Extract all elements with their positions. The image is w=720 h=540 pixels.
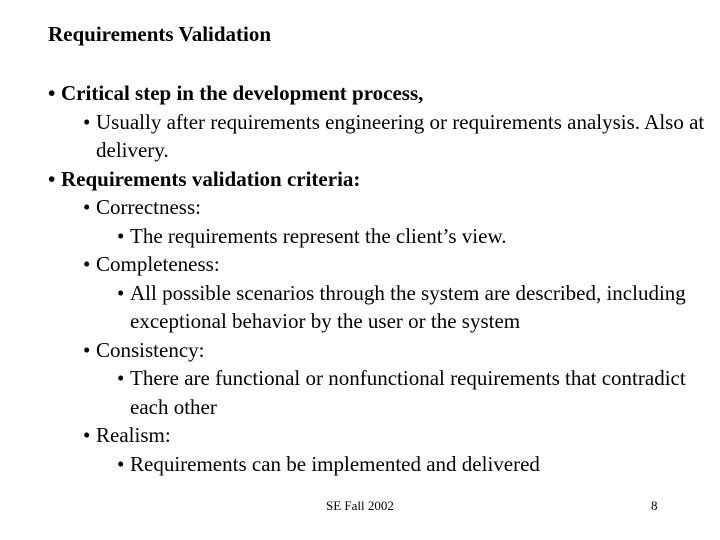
bullet-text: Realism: bbox=[96, 423, 171, 447]
bullet-list bbox=[48, 79, 708, 478]
bullet-icon: • bbox=[83, 337, 91, 362]
bullet-item bbox=[83, 421, 708, 450]
bullet-text: Usually after requirements engineering or requirements analysis. Also at delivery. bbox=[96, 109, 705, 162]
bullet-icon: • bbox=[48, 81, 56, 105]
bullet-text: Completeness: bbox=[96, 252, 220, 276]
bullet-icon: • bbox=[83, 423, 91, 447]
bullet-icon: • bbox=[117, 280, 125, 305]
bullet-item bbox=[117, 450, 708, 479]
bullet-text: Requirements can be implemented and delivered bbox=[130, 451, 540, 476]
bullet-item bbox=[117, 364, 708, 421]
bullet-icon: • bbox=[83, 252, 91, 276]
bullet-item bbox=[48, 165, 708, 194]
bullet-text: There are functional or nonfunctional requirements that contradict each other bbox=[130, 366, 686, 419]
slide-title: Requirements Validation bbox=[48, 22, 272, 46]
bullet-text: The requirements represent the client’s view. bbox=[130, 223, 507, 248]
bullet-item bbox=[117, 279, 708, 336]
bullet-icon: • bbox=[83, 195, 91, 219]
footer-course-label: SE Fall 2002 bbox=[326, 498, 394, 513]
bullet-item bbox=[83, 250, 708, 279]
bullet-icon: • bbox=[83, 109, 91, 134]
bullet-icon: • bbox=[48, 166, 56, 191]
bullet-item bbox=[83, 193, 708, 222]
bullet-text: All possible scenarios through the system are described, including exceptional behavior by the user or the system bbox=[130, 280, 686, 333]
bullet-icon: • bbox=[117, 223, 125, 248]
bullet-item bbox=[83, 336, 708, 365]
bullet-item bbox=[117, 222, 708, 251]
bullet-icon: • bbox=[117, 451, 125, 476]
bullet-text: Requirements validation criteria: bbox=[61, 166, 361, 191]
page-number: 8 bbox=[651, 498, 658, 513]
bullet-text: Correctness: bbox=[96, 195, 201, 219]
bullet-item bbox=[83, 108, 708, 165]
bullet-text: Critical step in the development process, bbox=[61, 81, 424, 105]
bullet-icon: • bbox=[117, 366, 125, 390]
bullet-item bbox=[48, 79, 708, 108]
bullet-text: Consistency: bbox=[96, 337, 205, 362]
